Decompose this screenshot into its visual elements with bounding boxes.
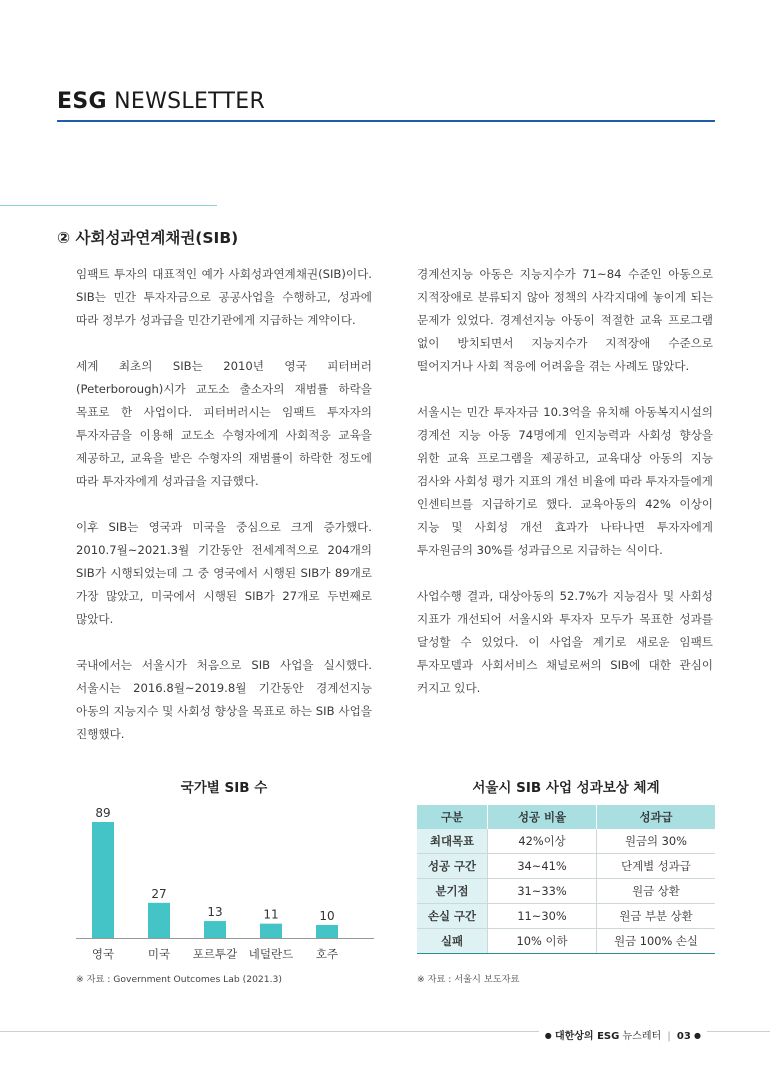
footer-publisher: 대한상의 ESG [554, 1031, 620, 1042]
paragraph: 국내에서는 서울시가 처음으로 SIB 사업을 실시했다. 서울시는 2016.8월~2019.8월 기간동안 경계선지능 아동의 지능지수 및 사회성 향상을 목표로 하는 SIB 사업을 진행했다. [76, 658, 372, 741]
right-column [417, 263, 713, 723]
bar-value-label: 11 [263, 907, 279, 922]
category-label: 포르투갈 [192, 947, 238, 961]
bar-value-label: 27 [151, 886, 167, 901]
page-number: 03 [676, 1031, 691, 1042]
table-title: 서울시 SIB 사업 성과보상 체계 [472, 780, 660, 796]
paragraph: 사업수행 결과, 대상아동의 52.7%가 지능검사 및 사회성 지표가 개선되어 서울시와 투자자 모두가 목표한 성과를 달성할 수 있었다. 이 사업을 계기로 새로운 임팩트 투자모델과 사회서비스 채널로써의 SIB에 대한 관심이 커지고 있다. [417, 589, 713, 695]
table-row-header: 실패 [417, 929, 488, 954]
table-header-cell: 성과급 [597, 805, 716, 829]
bar-미국 [148, 903, 170, 938]
table-row [417, 854, 715, 879]
table-source-note: ※ 자료 : 서울시 보도자료 [417, 974, 520, 985]
header-divider [57, 120, 715, 122]
bar-chart [76, 800, 376, 970]
category-label: 호주 [315, 947, 339, 961]
category-label: 네덜란드 [248, 947, 294, 961]
bar-value-label: 10 [319, 908, 335, 923]
footer-separator: | [667, 1031, 671, 1042]
table-cell: 42%이상 [488, 829, 597, 854]
paragraph: 임팩트 투자의 대표적인 예가 사회성과연계채권(SIB)이다. SIB는 민간 투자자금으로 공공사업을 수행하고, 성과에 따라 정부가 성과급을 민간기관에게 지급하는 계약이다. [76, 267, 372, 327]
table-header-cell: 구분 [417, 805, 488, 829]
table-row-header: 손실 구간 [417, 904, 488, 929]
section-title: ② 사회성과연계채권(SIB) [57, 229, 239, 247]
table-row-header: 분기점 [417, 879, 488, 904]
paragraph: 경계선지능 아동은 지능지수가 71~84 수준인 아동으로 지적장애로 분류되지 않아 정책의 사각지대에 놓이게 되는 문제가 있었다. 경계선지능 아동이 적절한 교육 프로그램 없이 방치되면서 지능지수가 지적장애 수준으로 떨어지거나 사회 적응에 어려움을 겪는 사례도 많았다. [417, 267, 713, 373]
bullet-icon: ● [694, 1031, 701, 1040]
paragraph: 세계 최초의 SIB는 2010년 영국 피터버러(Peterborough)시가 교도소 출소자의 재범률 하락을 목표로 한 사업이다. 피터버러시는 임팩트 투자자의 투자자금을 이용해 교도소 수형자에게 사회적응 교육을 제공하고, 교육을 받은 수형자의 재범률이 하락한 정도에 따라 투자자에게 성과급을 지급했다. [76, 359, 372, 488]
newsletter-header [57, 89, 265, 114]
table-row [417, 879, 715, 904]
header-brand: ESG [57, 89, 107, 114]
category-label: 영국 [91, 947, 115, 961]
table-row-header: 최대목표 [417, 829, 488, 854]
table-cell: 31~33% [488, 879, 597, 904]
header-title: NEWSLETTER [114, 89, 266, 114]
bullet-icon: ● [544, 1031, 552, 1040]
paragraph: 이후 SIB는 영국과 미국을 중심으로 크게 증가했다. 2010.7월~2021.3월 기간동안 전세계적으로 204개의 SIB가 시행되었는데 그 중 영국에서 시행된 SIB가 89개로 가장 많았고, 미국에서 시행된 SIB가 27개로 두번째로 많았다. [76, 520, 372, 626]
bar-포르투갈 [204, 921, 226, 938]
bar-호주 [316, 925, 338, 938]
table-header-row [417, 805, 715, 829]
bar-네덜란드 [260, 924, 282, 938]
table-header-cell: 성공 비율 [488, 805, 597, 829]
left-column [76, 263, 372, 769]
category-label: 미국 [147, 947, 171, 961]
table-cell: 원금 100% 손실 [597, 929, 716, 954]
page-footer [539, 1027, 707, 1042]
table-cell: 원금 상환 [597, 879, 716, 904]
chart-title: 국가별 SIB 수 [180, 780, 268, 796]
table-cell: 10% 이하 [488, 929, 597, 954]
table-cell: 원금의 30% [597, 829, 716, 854]
table-cell: 원금 부분 상환 [597, 904, 716, 929]
table-row [417, 829, 715, 854]
compensation-table [417, 805, 715, 954]
paragraph: 서울시는 민간 투자자금 10.3억을 유치해 아동복지시설의 경계선 지능 아동 74명에게 인지능력과 사회성 향상을 위한 교육 프로그램을 제공하고, 교육대상 아동의 지능 검사와 사회성 평가 지표의 개선 비율에 따라 투자자들에게 인센티브를 지급하기로 했다. 교육아동의 42% 이상이 지능 및 사회성 개선 효과가 나타나면 투자자에게 투자원금의 30%를 성과급으로 지급하는 식이다. [417, 405, 713, 557]
section-divider [0, 205, 217, 206]
table-cell: 34~41% [488, 854, 597, 879]
bar-value-label: 89 [95, 806, 111, 820]
table-row-header: 성공 구간 [417, 854, 488, 879]
table-row [417, 904, 715, 929]
table-cell: 단계별 성과급 [597, 854, 716, 879]
bar-value-label: 13 [207, 905, 223, 920]
table-row [417, 929, 715, 954]
footer-label: 뉴스레터 [622, 1031, 662, 1042]
chart-source-note: ※ 자료 : Government Outcomes Lab (2021.3) [76, 974, 282, 985]
bar-영국 [92, 822, 114, 938]
table-cell: 11~30% [488, 904, 597, 929]
